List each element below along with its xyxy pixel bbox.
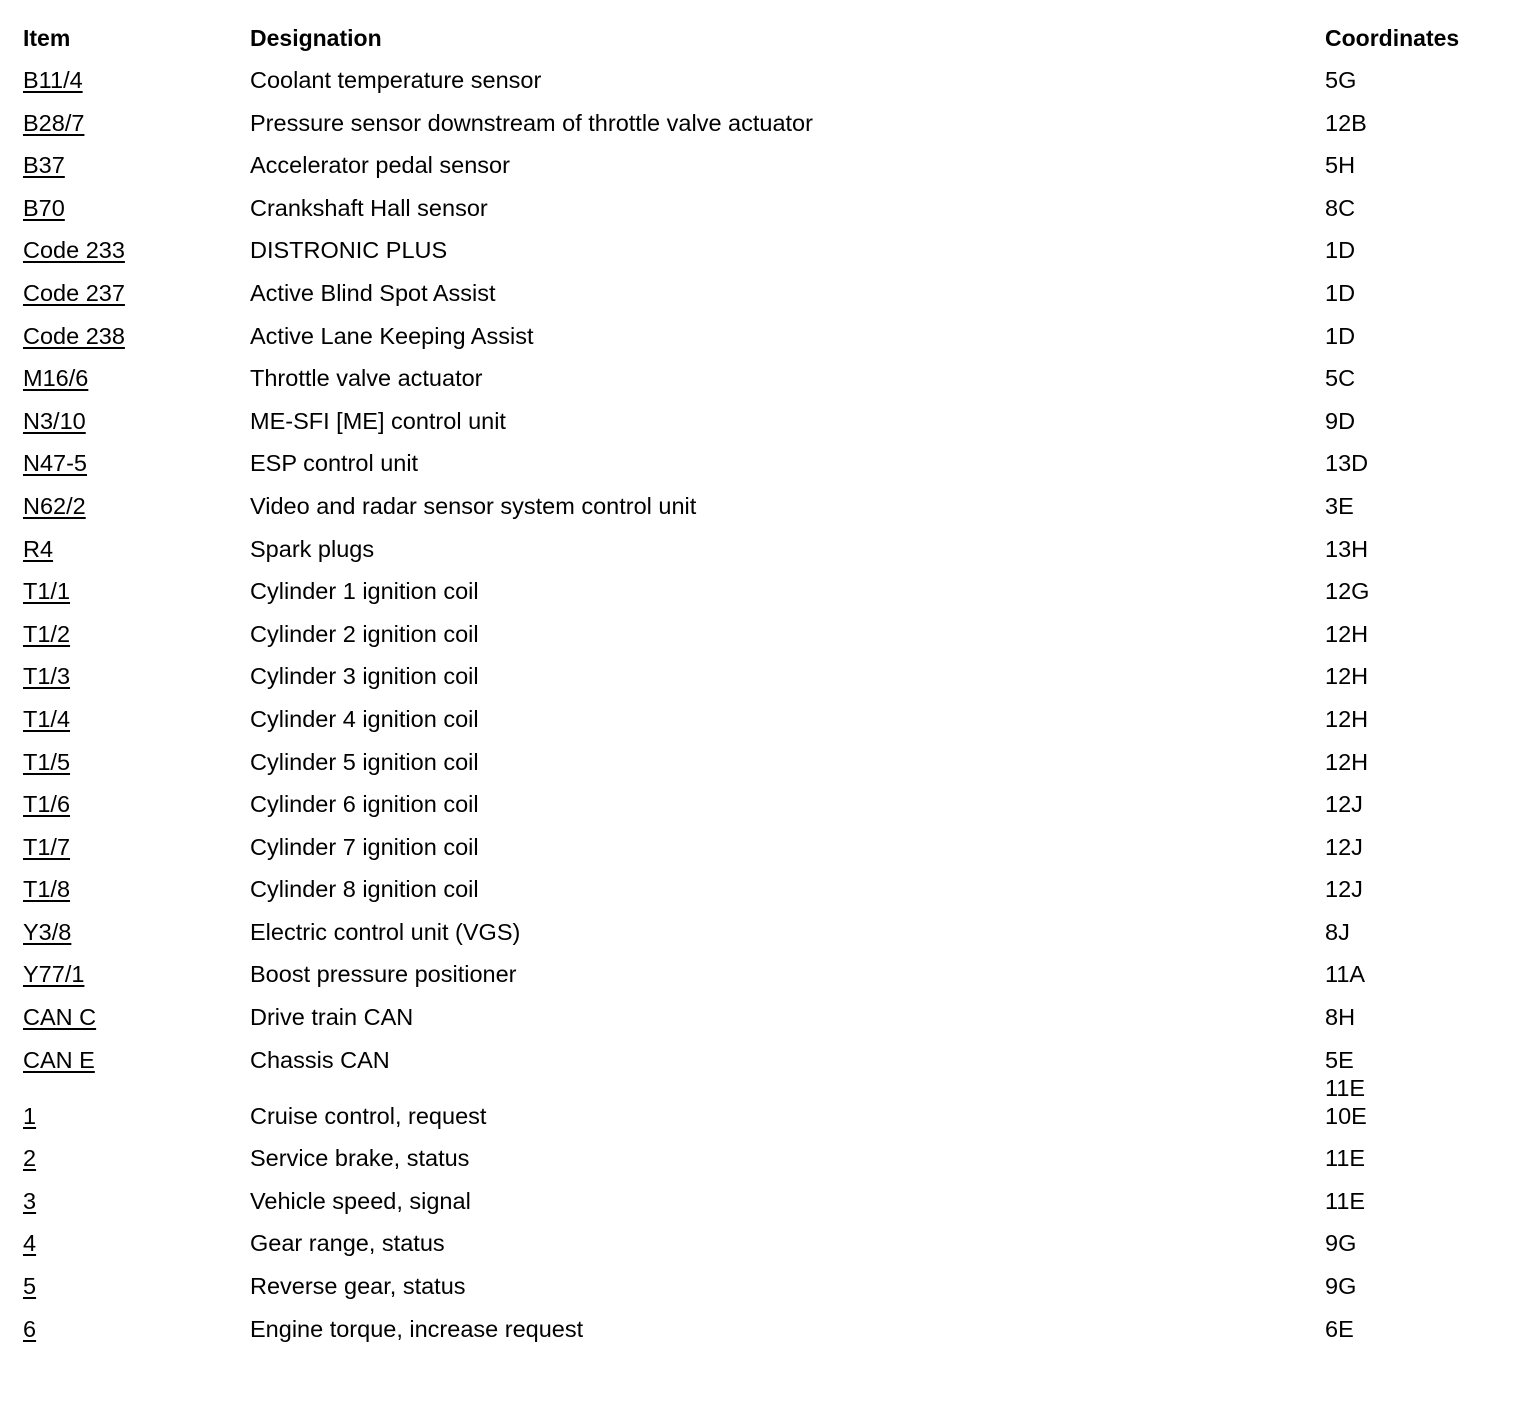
designation-cell: Engine torque, increase request [250, 1315, 584, 1342]
table-row [23, 1315, 1503, 1358]
table-row [23, 918, 1503, 961]
designation-cell: Cylinder 3 ignition coil [250, 663, 479, 690]
item-link[interactable]: 5 [23, 1273, 37, 1300]
coordinate-value: 12H [1325, 705, 1369, 732]
designation-cell: Boost pressure positioner [250, 961, 517, 988]
item-link[interactable]: R4 [23, 535, 54, 562]
item-link[interactable]: M16/6 [23, 365, 89, 392]
coordinates-cell [1325, 322, 1503, 350]
legend-table [23, 24, 1503, 1357]
coordinate-value: 5G [1325, 67, 1357, 93]
table-row [23, 535, 1503, 578]
coordinates-cell [1325, 1046, 1503, 1102]
table-row [23, 66, 1503, 109]
designation-cell: Electric control unit (VGS) [250, 918, 521, 945]
item-cell [23, 620, 250, 648]
coordinates-cell [1325, 577, 1503, 605]
designation-cell: Cylinder 6 ignition coil [250, 791, 479, 818]
designation-cell: Reverse gear, status [250, 1273, 466, 1300]
designation-cell: Pressure sensor downstream of throttle valve actuator [250, 109, 813, 136]
designation-cell: Gear range, status [250, 1230, 445, 1257]
coordinate-value: 12J [1325, 876, 1363, 903]
coordinates-cell [1325, 748, 1503, 776]
item-link[interactable]: N47-5 [23, 450, 88, 477]
coordinate-value: 8C [1325, 194, 1356, 221]
table-row [23, 960, 1503, 1003]
item-cell [23, 1315, 250, 1343]
item-link[interactable]: Code 233 [23, 237, 125, 264]
table-row [23, 620, 1503, 663]
item-cell [23, 449, 250, 477]
item-cell [23, 1046, 250, 1074]
coordinates-cell [1325, 236, 1503, 264]
item-cell [23, 1102, 250, 1130]
item-link[interactable]: T1/4 [23, 705, 71, 732]
coordinates-cell [1325, 492, 1503, 520]
coordinates-cell [1325, 109, 1503, 137]
table-row [23, 151, 1503, 194]
item-cell [23, 109, 250, 137]
header-coordinates: Coordinates [1325, 25, 1460, 51]
coordinate-value: 12B [1325, 109, 1367, 136]
item-cell [23, 1229, 250, 1257]
designation-cell: Cruise control, request [250, 1102, 487, 1129]
coordinates-cell [1325, 449, 1503, 477]
table-row [23, 1272, 1503, 1315]
item-link[interactable]: B11/4 [23, 67, 83, 93]
coordinate-value: 11E [1325, 1074, 1366, 1101]
designation-cell: Spark plugs [250, 535, 375, 562]
item-link[interactable]: T1/8 [23, 876, 71, 903]
designation-cell: ME-SFI [ME] control unit [250, 407, 506, 434]
table-body [23, 66, 1503, 1357]
coordinate-value: 5C [1325, 365, 1356, 392]
item-cell [23, 918, 250, 946]
item-cell [23, 1003, 250, 1031]
table-row [23, 875, 1503, 918]
item-cell [23, 236, 250, 264]
coordinate-value: 12J [1325, 833, 1363, 860]
designation-cell: Cylinder 2 ignition coil [250, 620, 479, 647]
table-row [23, 577, 1503, 620]
table-row [23, 748, 1503, 791]
coordinate-value: 12G [1325, 578, 1370, 605]
coordinates-cell [1325, 1315, 1503, 1343]
item-cell [23, 322, 250, 350]
designation-cell: Cylinder 1 ignition coil [250, 578, 479, 605]
coordinate-value: 1D [1325, 237, 1356, 264]
coordinates-cell [1325, 960, 1503, 988]
designation-cell: Cylinder 5 ignition coil [250, 748, 479, 775]
coordinate-value: 8J [1325, 918, 1350, 945]
item-link[interactable]: T1/6 [23, 791, 71, 818]
item-cell [23, 875, 250, 903]
item-cell [23, 407, 250, 435]
coordinate-value: 3E [1325, 492, 1354, 519]
item-link[interactable]: Code 238 [23, 322, 125, 349]
item-link[interactable]: B70 [23, 194, 65, 221]
coordinate-value: 6E [1325, 1315, 1354, 1342]
item-link[interactable]: CAN E [23, 1046, 95, 1073]
item-link[interactable]: CAN C [23, 1004, 97, 1031]
designation-cell: DISTRONIC PLUS [250, 237, 448, 264]
coordinate-value: 1D [1325, 279, 1356, 306]
item-link[interactable]: Y77/1 [23, 961, 85, 988]
designation-cell: Active Blind Spot Assist [250, 279, 496, 306]
coordinates-cell [1325, 279, 1503, 307]
item-link[interactable]: 4 [23, 1230, 37, 1257]
coordinates-cell [1325, 662, 1503, 690]
item-cell [23, 535, 250, 563]
item-cell [23, 577, 250, 605]
item-link[interactable]: 3 [23, 1187, 37, 1214]
designation-cell: Cylinder 4 ignition coil [250, 705, 479, 732]
designation-cell: Chassis CAN [250, 1046, 390, 1073]
coordinate-value: 11A [1325, 961, 1366, 988]
item-link[interactable]: Y3/8 [23, 918, 72, 945]
coordinates-cell [1325, 535, 1503, 563]
item-cell [23, 66, 250, 94]
item-link[interactable]: N3/10 [23, 407, 86, 434]
coordinates-cell [1325, 1003, 1503, 1031]
header-designation: Designation [250, 25, 382, 51]
item-cell [23, 1144, 250, 1172]
item-cell [23, 364, 250, 392]
table-row [23, 705, 1503, 748]
coordinates-cell [1325, 194, 1503, 222]
item-cell [23, 960, 250, 988]
coordinate-value: 10E [1325, 1102, 1367, 1129]
coordinate-value: 13D [1325, 450, 1369, 477]
table-row [23, 109, 1503, 152]
item-cell [23, 833, 250, 861]
item-cell [23, 1187, 250, 1215]
table-row [23, 833, 1503, 876]
item-link[interactable]: T1/3 [23, 663, 71, 690]
coordinates-cell [1325, 364, 1503, 392]
coordinates-cell [1325, 790, 1503, 818]
coordinate-value: 13H [1325, 535, 1369, 562]
coordinate-value: 12H [1325, 663, 1369, 690]
coordinates-cell [1325, 407, 1503, 435]
table-row [23, 790, 1503, 833]
designation-cell: Accelerator pedal sensor [250, 152, 510, 179]
item-cell [23, 194, 250, 222]
coordinate-value: 12H [1325, 620, 1369, 647]
item-link[interactable]: 1 [23, 1102, 37, 1129]
coordinate-value: 9G [1325, 1230, 1357, 1257]
designation-cell: Active Lane Keeping Assist [250, 322, 534, 349]
coordinates-cell [1325, 620, 1503, 648]
table-row [23, 1187, 1503, 1230]
header-item: Item [23, 25, 71, 51]
coordinates-cell [1325, 833, 1503, 861]
item-link[interactable]: B37 [23, 152, 65, 179]
designation-cell: Video and radar sensor system control unit [250, 492, 697, 519]
table-row [23, 322, 1503, 365]
table-row [23, 1102, 1503, 1145]
designation-cell: Drive train CAN [250, 1004, 414, 1031]
designation-cell: Cylinder 8 ignition coil [250, 876, 479, 903]
table-row [23, 662, 1503, 705]
item-link[interactable]: N62/2 [23, 492, 86, 519]
table-row [23, 492, 1503, 535]
coordinate-value: 5H [1325, 152, 1356, 179]
table-header [23, 24, 1503, 66]
item-link[interactable]: T1/2 [23, 620, 71, 647]
designation-cell: ESP control unit [250, 450, 419, 477]
designation-cell: Throttle valve actuator [250, 365, 483, 392]
table-row [23, 1144, 1503, 1187]
table-row [23, 236, 1503, 279]
designation-cell: Cylinder 7 ignition coil [250, 833, 479, 860]
coordinate-value: 11E [1325, 1187, 1366, 1214]
coordinate-value: 12J [1325, 791, 1363, 818]
coordinates-cell [1325, 1272, 1503, 1300]
coordinate-value: 9D [1325, 407, 1356, 434]
item-link[interactable]: 6 [23, 1315, 37, 1342]
table-row [23, 1003, 1503, 1046]
coordinates-cell [1325, 918, 1503, 946]
designation-cell: Vehicle speed, signal [250, 1187, 471, 1214]
table-row [23, 194, 1503, 237]
table-row [23, 364, 1503, 407]
table-row [23, 1046, 1503, 1102]
coordinates-cell [1325, 705, 1503, 733]
item-link[interactable]: T1/1 [23, 578, 71, 605]
coordinate-value: 1D [1325, 322, 1356, 349]
item-cell [23, 748, 250, 776]
coordinates-cell [1325, 151, 1503, 179]
coordinate-value: 8H [1325, 1004, 1356, 1031]
item-cell [23, 492, 250, 520]
item-link[interactable]: 2 [23, 1145, 37, 1172]
coordinates-cell [1325, 1102, 1503, 1130]
coordinate-value: 5E [1325, 1046, 1354, 1073]
item-cell [23, 790, 250, 818]
item-cell [23, 279, 250, 307]
item-cell [23, 1272, 250, 1300]
item-link[interactable]: B28/7 [23, 109, 85, 136]
designation-cell: Crankshaft Hall sensor [250, 194, 488, 221]
item-cell [23, 705, 250, 733]
coordinates-cell [1325, 1187, 1503, 1215]
coordinates-cell [1325, 875, 1503, 903]
designation-cell: Coolant temperature sensor [250, 67, 542, 93]
coordinate-value: 12H [1325, 748, 1369, 775]
coordinates-cell [1325, 1229, 1503, 1257]
item-link[interactable]: Code 237 [23, 279, 125, 306]
item-link[interactable]: T1/5 [23, 748, 71, 775]
item-link[interactable]: T1/7 [23, 833, 71, 860]
coordinates-cell [1325, 1144, 1503, 1172]
item-cell [23, 151, 250, 179]
table-row [23, 1229, 1503, 1272]
table-row [23, 449, 1503, 492]
coordinate-value: 11E [1325, 1145, 1366, 1172]
coordinates-cell [1325, 66, 1503, 94]
item-cell [23, 662, 250, 690]
designation-cell: Service brake, status [250, 1145, 470, 1172]
coordinate-value: 9G [1325, 1273, 1357, 1300]
table-row [23, 279, 1503, 322]
table-row [23, 407, 1503, 450]
